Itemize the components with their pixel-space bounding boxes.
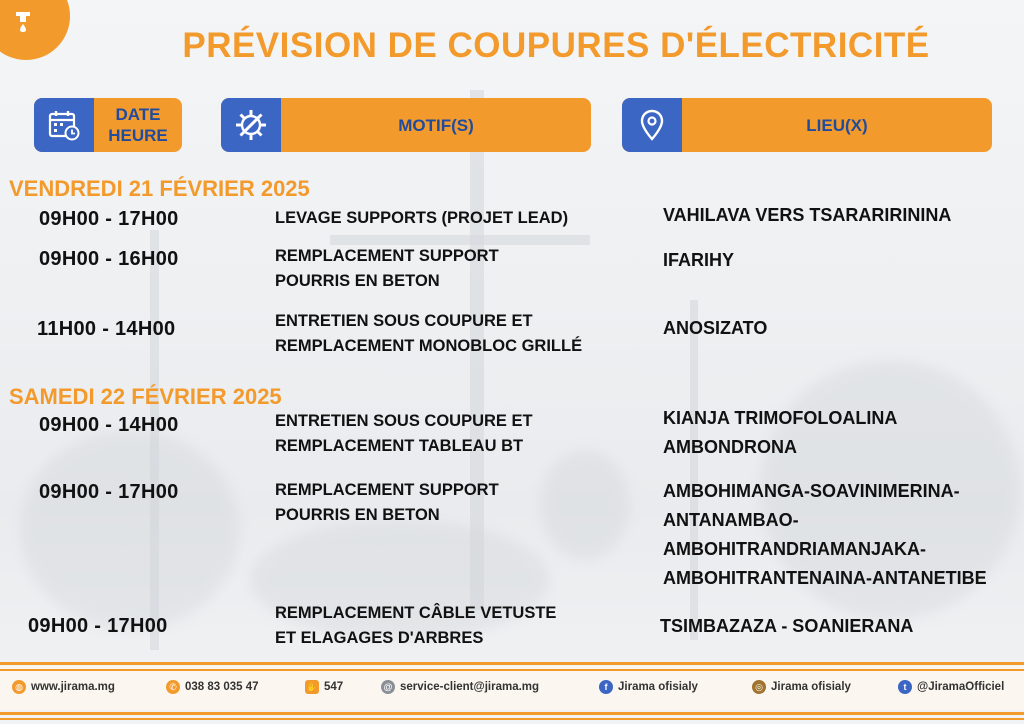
footer-twitter[interactable] (898, 680, 1004, 694)
footer-phone-text: 038 83 035 47 (185, 681, 259, 693)
motif-line: ENTRETIEN SOUS COUPURE ET (275, 412, 533, 430)
header-date (34, 98, 182, 152)
motif-line: REMPLACEMENT SUPPORT (275, 481, 499, 499)
day-label: SAMEDI 22 FÉVRIER 2025 (9, 384, 282, 409)
motif-cell (275, 244, 499, 294)
lieu-cell (663, 314, 767, 343)
lieu-cell (663, 246, 734, 275)
time-slot: 09H00 - 17H00 (28, 615, 168, 637)
footer-instagram[interactable] (752, 680, 851, 694)
footer-short-number[interactable] (305, 680, 343, 694)
time-slot: 09H00 - 17H00 (39, 208, 179, 230)
footer-divider (0, 669, 1024, 671)
motif-line: REMPLACEMENT TABLEAU BT (275, 437, 524, 455)
page-title: PRÉVISION DE COUPURES D'ÉLECTRICITÉ (182, 26, 930, 65)
time-slot: 09H00 - 16H00 (39, 248, 179, 270)
footer-email-text: service-client@jirama.mg (400, 681, 540, 693)
footer-facebook-text: Jirama ofisialy (618, 681, 698, 693)
time-slot: 09H00 - 14H00 (39, 414, 179, 436)
footer-website-text: www.jirama.mg (31, 681, 115, 693)
motif-cell (275, 601, 556, 651)
motif-line: REMPLACEMENT CÂBLE VETUSTE (275, 604, 557, 622)
twitter-icon: t (898, 680, 912, 694)
gear-wrench-icon (221, 98, 281, 152)
phone-icon: ✆ (166, 680, 180, 694)
header-lieu (622, 98, 992, 152)
motif-cell (275, 206, 568, 231)
hand-icon: ✋ (305, 680, 319, 694)
lieu-cell (663, 201, 951, 230)
footer-instagram-text: Jirama ofisialy (771, 681, 851, 693)
lieu-cell (660, 612, 913, 641)
footer-short-number-text: 547 (324, 681, 344, 693)
lieu-line: AMBOHITRANDRIAMANJAKA- (663, 539, 926, 559)
facebook-icon: f (599, 680, 613, 694)
email-icon: @ (381, 680, 395, 694)
footer-website[interactable] (12, 680, 115, 694)
lieu-cell (663, 477, 987, 593)
motif-cell (275, 309, 582, 359)
motif-line: ET ELAGAGES D'ARBRES (275, 629, 484, 647)
header-motif-label: MOTIF(S) (398, 115, 474, 135)
motif-line: POURRIS EN BETON (275, 506, 440, 524)
header-time-label: HEURE (108, 126, 168, 145)
calendar-icon (34, 98, 94, 152)
motif-cell (275, 478, 499, 528)
map-pin-icon (622, 98, 682, 152)
lieu-line: AMBOHITRANTENAINA-ANTANETIBE (663, 568, 987, 588)
motif-line: ENTRETIEN SOUS COUPURE ET (275, 312, 533, 330)
motif-cell (275, 409, 533, 459)
instagram-icon: ◎ (752, 680, 766, 694)
footer-phone[interactable] (166, 680, 259, 694)
lieu-line: VAHILAVA VERS TSARARIRININA (663, 205, 952, 225)
time-slot: 11H00 - 14H00 (37, 318, 176, 340)
globe-icon: ◍ (12, 680, 26, 694)
motif-line: REMPLACEMENT SUPPORT (275, 247, 499, 265)
lieu-line: KIANJA TRIMOFOLOALINA (663, 408, 898, 428)
lieu-line: AMBONDRONA (663, 437, 797, 457)
lieu-cell (663, 404, 897, 462)
header-lieu-label: LIEU(X) (806, 115, 868, 135)
footer-divider (0, 662, 1024, 665)
lieu-line: TSIMBAZAZA - SOANIERANA (660, 616, 914, 636)
footer-twitter-text: @JiramaOfficiel (917, 681, 1005, 693)
lieu-line: ANTANAMBAO- (663, 510, 799, 530)
header-date-label: DATE (115, 105, 161, 124)
day-label: VENDREDI 21 FÉVRIER 2025 (9, 176, 310, 201)
motif-line: REMPLACEMENT MONOBLOC GRILLÉ (275, 337, 583, 355)
header-motif (221, 98, 591, 152)
motif-line: POURRIS EN BETON (275, 272, 440, 290)
lieu-line: AMBOHIMANGA-SOAVINIMERINA- (663, 481, 960, 501)
footer-email[interactable] (381, 680, 539, 694)
footer-divider (0, 718, 1024, 720)
footer-divider (0, 712, 1024, 715)
lieu-line: IFARIHY (663, 250, 735, 270)
motif-line: LEVAGE SUPPORTS (PROJET LEAD) (275, 209, 569, 227)
footer-facebook[interactable] (599, 680, 698, 694)
time-slot: 09H00 - 17H00 (39, 481, 179, 503)
lieu-line: ANOSIZATO (663, 318, 768, 338)
